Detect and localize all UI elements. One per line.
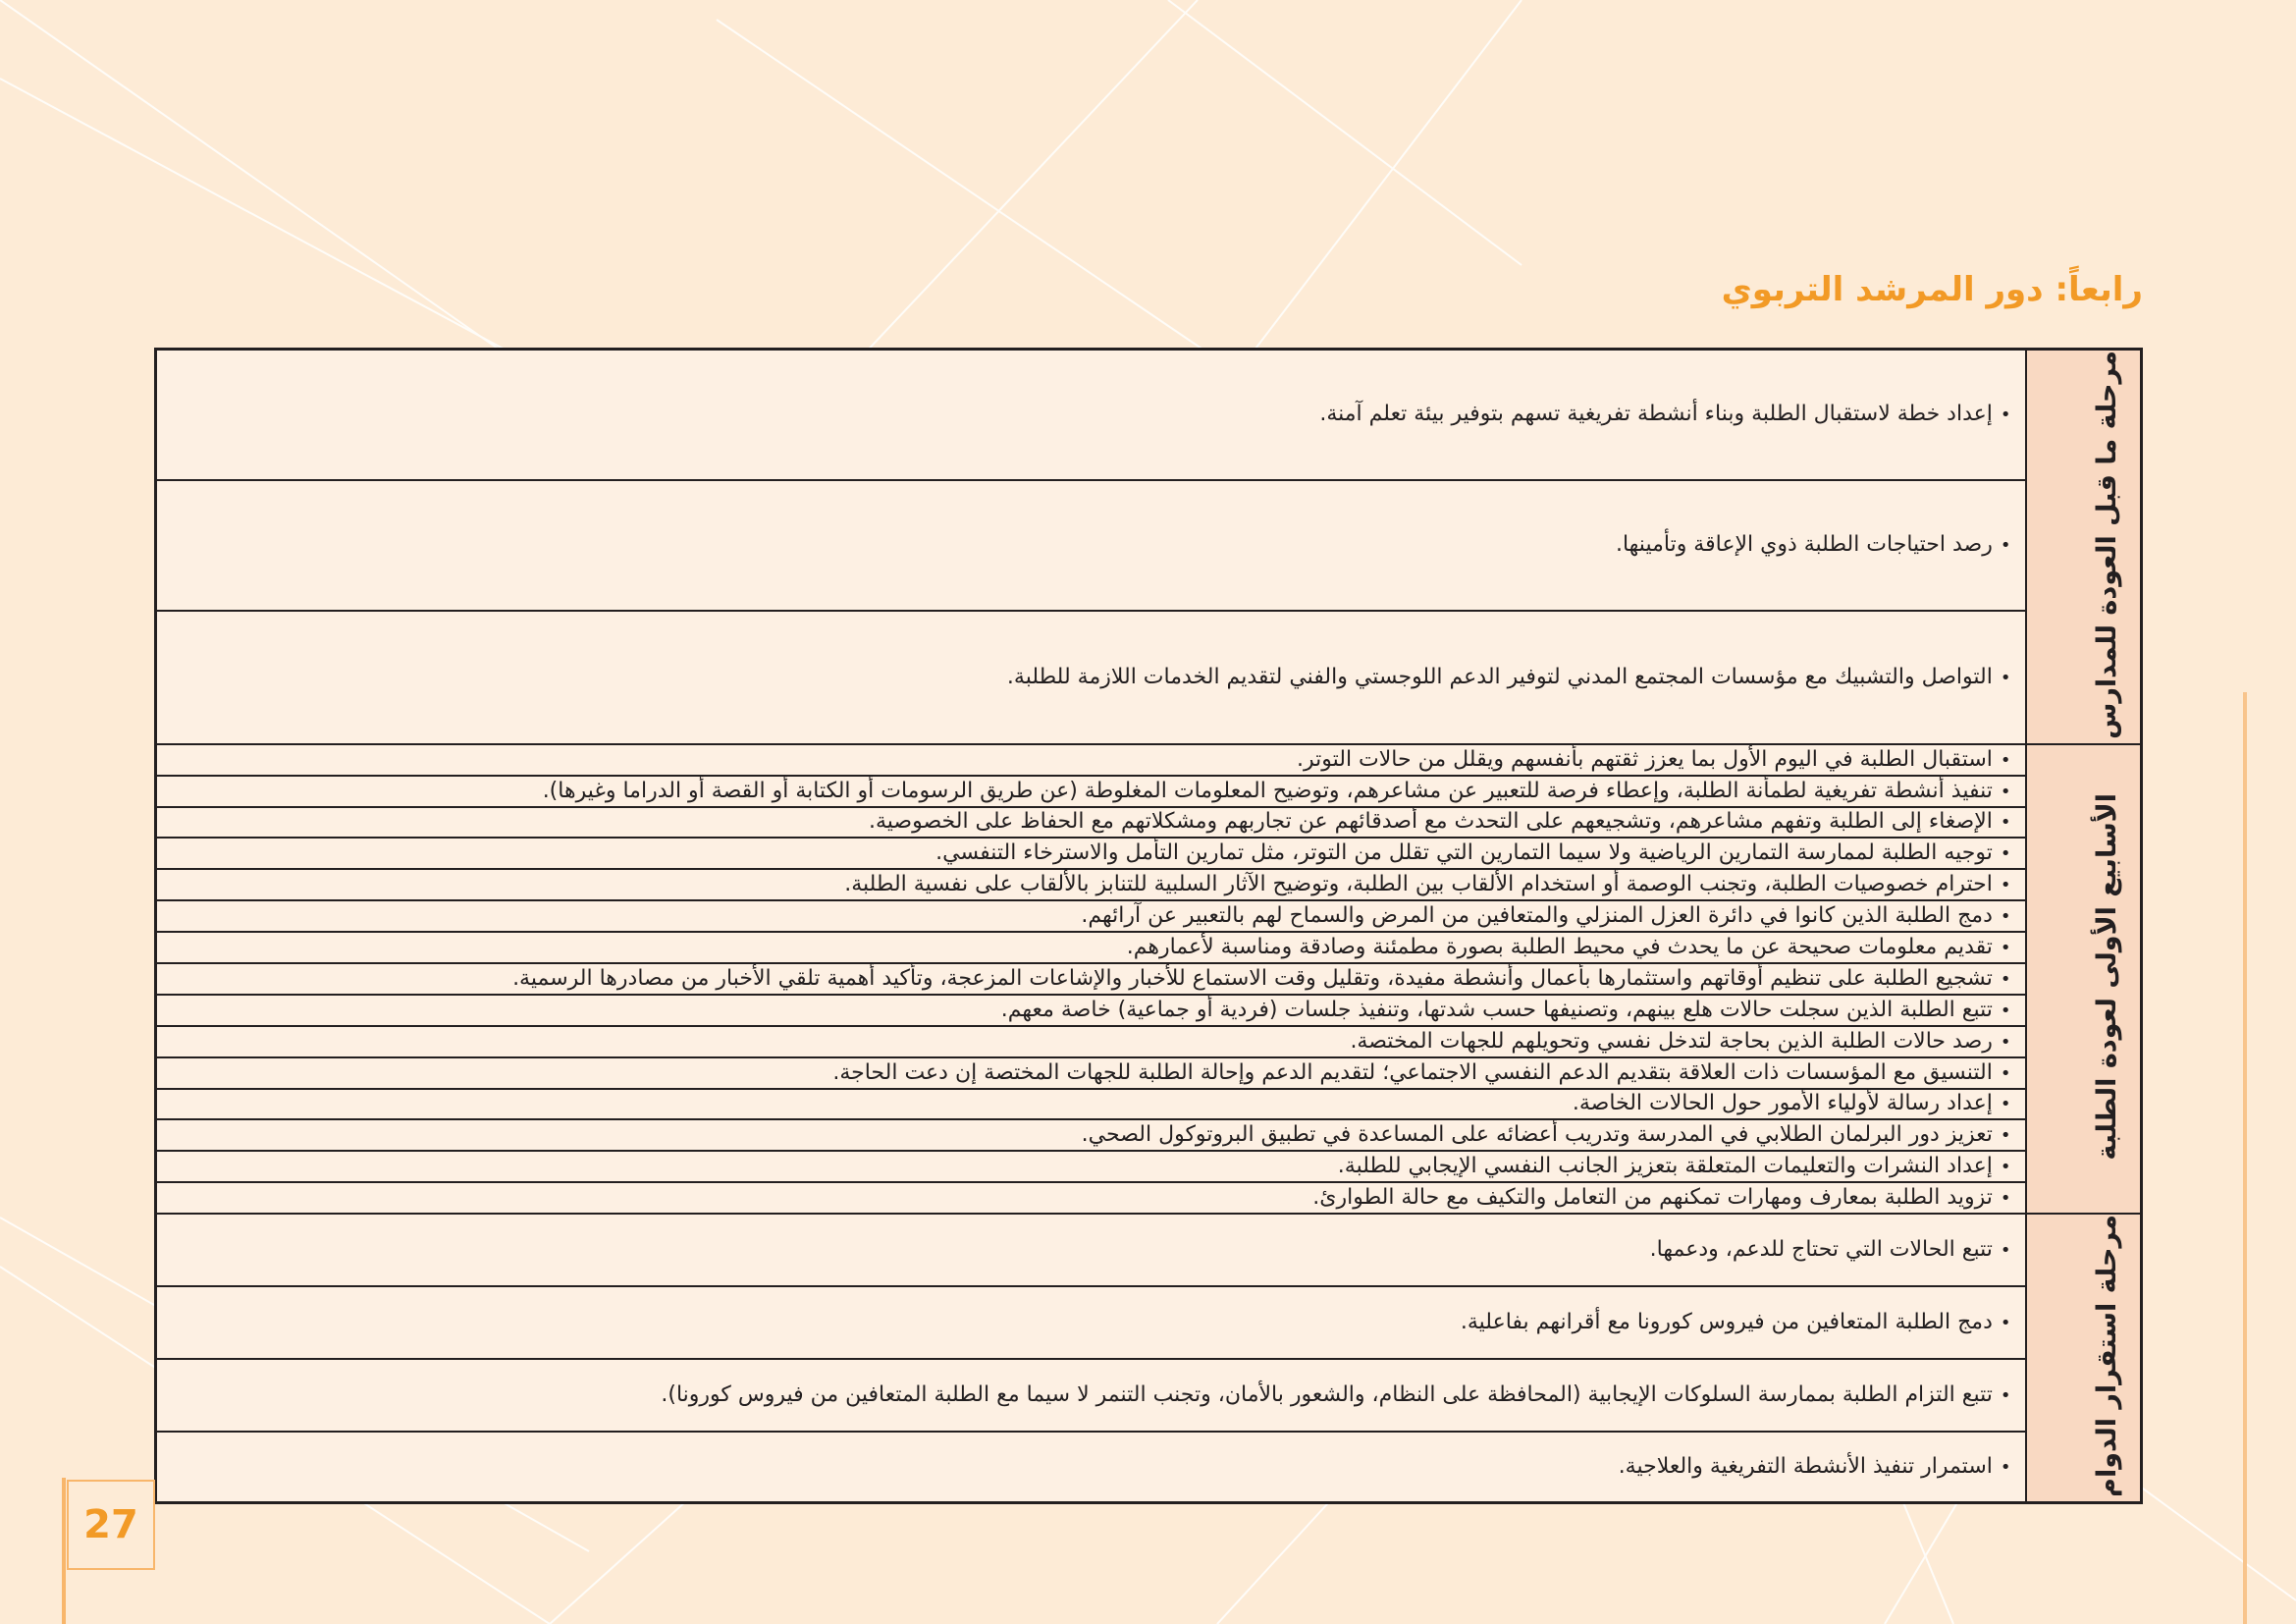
task-item	[156, 1432, 2026, 1502]
bullet-icon: •	[2000, 667, 2011, 688]
task-item	[156, 807, 2026, 838]
phase-label: مرحلة استقرار الدوام	[2092, 1214, 2122, 1497]
footer-rule-left	[62, 1478, 66, 1624]
task-text: إعداد النشرات والتعليمات المتعلقة بتعزيز الجانب النفسي الإيجابي للطلبة.	[1337, 1153, 1993, 1178]
task-item	[156, 900, 2026, 932]
task-text: استمرار تنفيذ الأنشطة التفريغية والعلاجية.	[1618, 1454, 1993, 1480]
task-text: التنسيق مع المؤسسات ذات العلاقة بتقديم الدعم النفسي الاجتماعي؛ لتقديم الدعم وإحالة الطلبة للجهات المختصة إن دعت الحاجة.	[832, 1059, 1993, 1085]
task-text: الإصغاء إلى الطلبة وتفهم مشاعرهم، وتشجيعهم على التحدث مع أصدقائهم عن تجاربهم ومشكلاتهم مع الحفاظ على الخصوصية.	[868, 809, 1993, 835]
table-row	[156, 1026, 2142, 1057]
task-text: توجيه الطلبة لممارسة التمارين الرياضية ولا سيما التمارين التي تقلل من التوتر، مثل تمارين التأمل والاسترخاء التنفسي.	[935, 839, 1993, 865]
task-text: رصد حالات الطلبة الذين بحاجة لتدخل نفسي وتحويلهم للجهات المختصة.	[1350, 1028, 1993, 1054]
task-item	[156, 995, 2026, 1026]
table-row	[156, 350, 2142, 480]
bullet-icon: •	[2000, 1313, 2011, 1334]
table-row	[156, 1151, 2142, 1182]
task-item	[156, 744, 2026, 776]
task-item	[156, 1359, 2026, 1432]
table-row	[156, 807, 2142, 838]
table-row	[156, 869, 2142, 900]
bullet-icon: •	[2000, 968, 2011, 990]
bullet-icon: •	[2000, 1457, 2011, 1479]
task-item	[156, 869, 2026, 900]
task-text: تتبع الطلبة الذين سجلت حالات هلع بينهم، وتصنيفها حسب شدتها، وتنفيذ جلسات (فردية أو جماعية) خاصة معهم.	[1000, 997, 1993, 1022]
task-item	[156, 776, 2026, 807]
phase-label-cell	[2026, 744, 2142, 1214]
task-text: تزويد الطلبة بمعارف ومهارات تمكنهم من التعامل والتكيف مع حالة الطوارئ.	[1312, 1184, 1993, 1210]
bullet-icon: •	[2000, 842, 2011, 864]
task-text: دمج الطلبة الذين كانوا في دائرة العزل المنزلي والمتعافين من المرض والسماح لهم بالتعبير عن آرائهم.	[1081, 902, 1993, 928]
task-item	[156, 480, 2026, 611]
task-text: تعزيز دور البرلمان الطلابي في المدرسة وتدريب أعضائه على المساعدة في تطبيق البروتوكول الصحي.	[1081, 1121, 1993, 1147]
task-text: تتبع الحالات التي تحتاج للدعم، ودعمها.	[1649, 1236, 1993, 1262]
table-row	[156, 1182, 2142, 1214]
task-text: تقديم معلومات صحيحة عن ما يحدث في محيط الطلبة بصورة مطمئنة وصادقة ومناسبة لأعمارهم.	[1126, 934, 1993, 959]
bullet-icon: •	[2000, 1239, 2011, 1261]
bullet-icon: •	[2000, 1031, 2011, 1053]
counselor-role-table-wrapper	[154, 348, 2143, 1497]
task-item	[156, 1057, 2026, 1089]
task-item	[156, 963, 2026, 995]
table-row	[156, 963, 2142, 995]
task-text: تتبع التزام الطلبة بممارسة السلوكات الإيجابية (المحافظة على النظام، والشعور بالأمان، وتجنب التنمر لا سيما مع الطلبة المتعافين من فيروس كورونا).	[661, 1382, 1993, 1408]
bullet-icon: •	[2000, 1062, 2011, 1084]
bullet-icon: •	[2000, 405, 2011, 426]
table-row	[156, 776, 2142, 807]
bullet-icon: •	[2000, 749, 2011, 771]
bullet-icon: •	[2000, 1000, 2011, 1021]
task-text: استقبال الطلبة في اليوم الأول بما يعزز ثقتهم بأنفسهم ويقلل من حالات التوتر.	[1296, 746, 1993, 772]
task-text: التواصل والتشبيك مع مؤسسات المجتمع المدني لتوفير الدعم اللوجستي والفني لتقديم الخدمات اللازمة للطلبة.	[1006, 664, 1993, 689]
task-text: تنفيذ أنشطة تفريغية لطمأنة الطلبة، وإعطاء فرصة للتعبير عن مشاعرهم، وتوضيح المعلومات المغلوطة (عن طريق الرسومات أو الكتابة أو القصة أو الدراما وغيرها).	[542, 778, 1993, 803]
bullet-icon: •	[2000, 937, 2011, 958]
task-text: إعداد رسالة لأولياء الأمور حول الحالات الخاصة.	[1572, 1091, 1993, 1116]
counselor-role-table	[154, 348, 2143, 1504]
task-text: دمج الطلبة المتعافين من فيروس كورونا مع أقرانهم بفاعلية.	[1460, 1310, 1993, 1335]
bullet-icon: •	[2000, 905, 2011, 927]
table-body	[156, 350, 2142, 1503]
margin-rule-right	[2243, 692, 2247, 1624]
task-text: تشجيع الطلبة على تنظيم أوقاتهم واستثمارها بأعمال وأنشطة مفيدة، وتقليل وقت الاستماع للأخبار والإشاعات المزعجة، وتأكيد أهمية تلقي الأخبار من مصادرها الرسمية.	[512, 965, 1993, 991]
bullet-icon: •	[2000, 1156, 2011, 1177]
task-item	[156, 932, 2026, 963]
bullet-icon: •	[2000, 1124, 2011, 1146]
table-row	[156, 1119, 2142, 1151]
task-item	[156, 1151, 2026, 1182]
table-row	[156, 1432, 2142, 1502]
task-item	[156, 611, 2026, 744]
page-number: 27	[67, 1480, 155, 1570]
task-item	[156, 1089, 2026, 1119]
bullet-icon: •	[2000, 781, 2011, 802]
task-text: رصد احتياجات الطلبة ذوي الإعاقة وتأمينها.	[1615, 532, 1993, 558]
task-item	[156, 350, 2026, 480]
table-row	[156, 838, 2142, 869]
table-row	[156, 995, 2142, 1026]
phase-label: مرحلة ما قبل العودة للمدارس	[2092, 351, 2122, 739]
task-item	[156, 1286, 2026, 1359]
table-row	[156, 900, 2142, 932]
bullet-icon: •	[2000, 874, 2011, 895]
table-row	[156, 611, 2142, 744]
task-text: احترام خصوصيات الطلبة، وتجنب الوصمة أو استخدام الألقاب بين الطلبة، وتوضيح الآثار السلبية للتنابز بالألقاب على نفسية الطلبة.	[844, 871, 1993, 896]
phase-label-cell	[2026, 1214, 2142, 1502]
table-row	[156, 744, 2142, 776]
section-heading: رابعاً: دور المرشد التربوي	[1721, 270, 2143, 309]
phase-label-cell	[2026, 350, 2142, 744]
task-item	[156, 1182, 2026, 1214]
bullet-icon: •	[2000, 1385, 2011, 1407]
table-row	[156, 480, 2142, 611]
task-item	[156, 1214, 2026, 1286]
table-row	[156, 1057, 2142, 1089]
task-item	[156, 1026, 2026, 1057]
task-text: إعداد خطة لاستقبال الطلبة وبناء أنشطة تفريغية تسهم بتوفير بيئة تعلم آمنة.	[1319, 402, 1993, 427]
bullet-icon: •	[2000, 1094, 2011, 1115]
bullet-icon: •	[2000, 535, 2011, 557]
bullet-icon: •	[2000, 1187, 2011, 1209]
table-row	[156, 1214, 2142, 1286]
table-row	[156, 1286, 2142, 1359]
task-item	[156, 1119, 2026, 1151]
task-item	[156, 838, 2026, 869]
phase-label: الأسابيع الأولى لعودة الطلبة	[2092, 793, 2122, 1161]
table-row	[156, 1089, 2142, 1119]
bullet-icon: •	[2000, 812, 2011, 834]
table-row	[156, 1359, 2142, 1432]
table-row	[156, 932, 2142, 963]
